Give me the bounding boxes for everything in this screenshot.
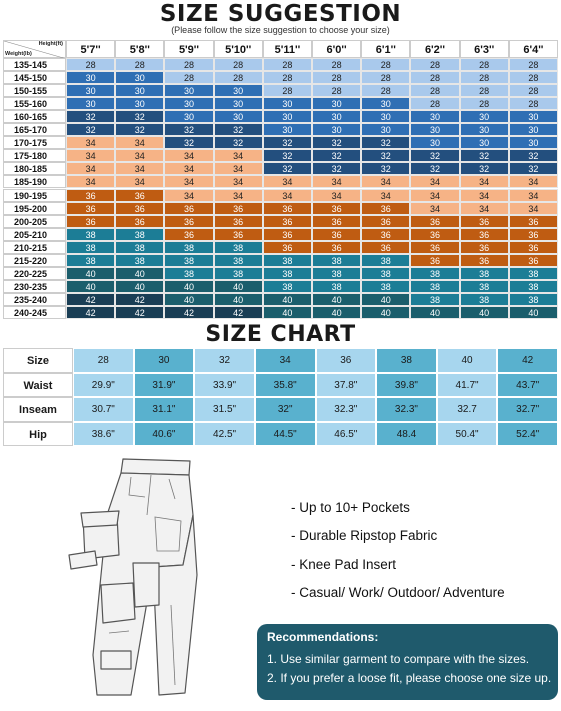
size-cell: 34 xyxy=(410,189,459,202)
size-cell: 34 xyxy=(66,136,115,149)
size-cell: 38 xyxy=(410,280,459,293)
recommendation-item: 2. If you prefer a loose fit, please choose one size up. xyxy=(267,671,552,685)
size-cell: 36 xyxy=(66,215,115,228)
size-cell: 36 xyxy=(509,215,558,228)
size-cell: 36 xyxy=(509,228,558,241)
size-cell: 32 xyxy=(312,149,361,162)
size-cell: 36 xyxy=(312,228,361,241)
weight-axis-label: Weight(lb) xyxy=(5,51,32,57)
weight-row-label: 160-165 xyxy=(3,110,66,123)
size-cell: 38 xyxy=(509,267,558,280)
size-cell: 40 xyxy=(509,306,558,319)
size-cell: 34 xyxy=(361,175,410,188)
chart-cell: 50.4" xyxy=(437,422,498,447)
size-cell: 28 xyxy=(509,84,558,97)
weight-row-label: 165-170 xyxy=(3,123,66,136)
recommendations-title: Recommendations: xyxy=(267,630,379,644)
size-cell: 38 xyxy=(115,254,164,267)
size-cell: 38 xyxy=(214,241,263,254)
size-cell: 36 xyxy=(164,215,213,228)
size-cell: 40 xyxy=(164,280,213,293)
chart-cell: 35.8" xyxy=(255,373,316,398)
size-cell: 40 xyxy=(115,280,164,293)
size-cell: 30 xyxy=(164,84,213,97)
size-cell: 30 xyxy=(115,71,164,84)
size-cell: 36 xyxy=(312,215,361,228)
chart-cell: 28 xyxy=(73,348,134,373)
size-cell: 40 xyxy=(263,306,312,319)
size-cell: 34 xyxy=(214,162,263,175)
chart-cell: 48.4 xyxy=(376,422,437,447)
size-cell: 36 xyxy=(263,215,312,228)
size-cell: 34 xyxy=(164,162,213,175)
size-cell: 36 xyxy=(509,241,558,254)
size-cell: 28 xyxy=(361,84,410,97)
size-cell: 40 xyxy=(263,293,312,306)
size-cell: 28 xyxy=(115,58,164,71)
size-cell: 32 xyxy=(214,136,263,149)
size-cell: 40 xyxy=(214,280,263,293)
chart-cell: 32 xyxy=(194,348,255,373)
weight-row-label: 170-175 xyxy=(3,136,66,149)
chart-cell: 39.8" xyxy=(376,373,437,398)
size-cell: 28 xyxy=(164,58,213,71)
size-cell: 36 xyxy=(460,228,509,241)
size-cell: 34 xyxy=(460,175,509,188)
size-cell: 28 xyxy=(361,71,410,84)
chart-cell: 42 xyxy=(497,348,558,373)
chart-cell: 29.9" xyxy=(73,373,134,398)
size-cell: 30 xyxy=(164,97,213,110)
chart-cell: 32.7 xyxy=(437,397,498,422)
chart-cell: 30 xyxy=(134,348,195,373)
size-cell: 36 xyxy=(410,254,459,267)
size-cell: 28 xyxy=(509,71,558,84)
size-cell: 36 xyxy=(115,215,164,228)
size-cell: 40 xyxy=(361,306,410,319)
size-cell: 36 xyxy=(410,241,459,254)
chart-cell: 46.5" xyxy=(316,422,377,447)
size-chart-title: SIZE CHART xyxy=(205,322,356,347)
size-cell: 38 xyxy=(263,267,312,280)
size-cell: 30 xyxy=(410,123,459,136)
size-cell: 40 xyxy=(214,293,263,306)
weight-row-label: 150-155 xyxy=(3,84,66,97)
size-cell: 28 xyxy=(312,84,361,97)
size-cell: 28 xyxy=(460,84,509,97)
feature-pockets: - Up to 10+ Pockets xyxy=(291,500,410,515)
size-cell: 36 xyxy=(214,228,263,241)
size-cell: 30 xyxy=(312,123,361,136)
size-cell: 42 xyxy=(164,306,213,319)
size-cell: 30 xyxy=(361,110,410,123)
size-suggestion-title: SIZE SUGGESTION xyxy=(159,1,402,27)
height-header: 5'11'' xyxy=(263,40,312,58)
size-cell: 38 xyxy=(263,280,312,293)
size-cell: 30 xyxy=(410,110,459,123)
chart-cell: 32.3" xyxy=(376,397,437,422)
size-cell: 36 xyxy=(164,228,213,241)
size-cell: 30 xyxy=(214,97,263,110)
size-cell: 36 xyxy=(410,215,459,228)
weight-row-label: 210-215 xyxy=(3,241,66,254)
size-cell: 38 xyxy=(164,267,213,280)
height-header: 5'10'' xyxy=(214,40,263,58)
size-cell: 38 xyxy=(164,254,213,267)
size-cell: 32 xyxy=(509,162,558,175)
weight-row-label: 180-185 xyxy=(3,162,66,175)
height-header: 6'0'' xyxy=(312,40,361,58)
weight-row-label: 220-225 xyxy=(3,267,66,280)
size-cell: 28 xyxy=(460,58,509,71)
size-cell: 32 xyxy=(263,149,312,162)
chart-row-label: Size xyxy=(3,348,73,373)
size-cell: 34 xyxy=(214,189,263,202)
size-cell: 36 xyxy=(361,215,410,228)
size-cell: 34 xyxy=(66,162,115,175)
chart-cell: 44.5" xyxy=(255,422,316,447)
size-cell: 32 xyxy=(361,136,410,149)
weight-row-label: 240-245 xyxy=(3,306,66,319)
size-cell: 40 xyxy=(410,306,459,319)
size-cell: 38 xyxy=(164,241,213,254)
size-cell: 32 xyxy=(312,162,361,175)
size-cell: 34 xyxy=(460,189,509,202)
size-cell: 30 xyxy=(66,97,115,110)
size-chart-table xyxy=(3,348,558,446)
size-cell: 28 xyxy=(312,58,361,71)
weight-row-label: 175-180 xyxy=(3,149,66,162)
size-cell: 32 xyxy=(361,149,410,162)
size-cell: 40 xyxy=(115,267,164,280)
size-cell: 30 xyxy=(115,84,164,97)
size-cell: 28 xyxy=(410,84,459,97)
size-cell: 28 xyxy=(460,71,509,84)
size-cell: 30 xyxy=(361,123,410,136)
recommendations-box xyxy=(257,624,558,700)
weight-row-label: 155-160 xyxy=(3,97,66,110)
size-cell: 36 xyxy=(460,215,509,228)
size-cell: 38 xyxy=(66,241,115,254)
height-header: 6'3'' xyxy=(460,40,509,58)
weight-row-label: 195-200 xyxy=(3,202,66,215)
chart-cell: 30.7" xyxy=(73,397,134,422)
size-cell: 28 xyxy=(361,58,410,71)
weight-row-label: 215-220 xyxy=(3,254,66,267)
weight-row-label: 200-205 xyxy=(3,215,66,228)
size-cell: 30 xyxy=(214,84,263,97)
size-cell: 38 xyxy=(115,228,164,241)
size-cell: 32 xyxy=(66,123,115,136)
size-cell: 38 xyxy=(312,254,361,267)
size-cell: 34 xyxy=(164,189,213,202)
chart-cell: 40.6" xyxy=(134,422,195,447)
size-cell: 36 xyxy=(115,189,164,202)
size-cell: 34 xyxy=(115,136,164,149)
size-cell: 36 xyxy=(66,202,115,215)
size-cell: 34 xyxy=(410,175,459,188)
size-cell: 36 xyxy=(361,202,410,215)
chart-cell: 32" xyxy=(255,397,316,422)
size-cell: 38 xyxy=(460,267,509,280)
size-cell: 30 xyxy=(263,97,312,110)
size-cell: 32 xyxy=(115,110,164,123)
size-cell: 30 xyxy=(263,110,312,123)
size-cell: 30 xyxy=(460,123,509,136)
size-cell: 32 xyxy=(263,136,312,149)
size-cell: 34 xyxy=(509,202,558,215)
size-cell: 36 xyxy=(312,202,361,215)
height-header: 5'9'' xyxy=(164,40,213,58)
chart-cell: 32.3" xyxy=(316,397,377,422)
size-cell: 40 xyxy=(66,280,115,293)
size-cell: 30 xyxy=(460,110,509,123)
chart-cell: 52.4" xyxy=(497,422,558,447)
size-cell: 34 xyxy=(410,202,459,215)
chart-cell: 41.7" xyxy=(437,373,498,398)
chart-cell: 32.7" xyxy=(497,397,558,422)
size-cell: 34 xyxy=(115,149,164,162)
size-cell: 28 xyxy=(312,71,361,84)
size-cell: 30 xyxy=(66,84,115,97)
size-cell: 38 xyxy=(214,267,263,280)
size-cell: 36 xyxy=(410,228,459,241)
size-cell: 42 xyxy=(115,293,164,306)
size-cell: 36 xyxy=(509,254,558,267)
size-cell: 38 xyxy=(312,267,361,280)
size-cell: 28 xyxy=(410,97,459,110)
size-cell: 42 xyxy=(115,306,164,319)
size-cell: 40 xyxy=(460,306,509,319)
chart-cell: 34 xyxy=(255,348,316,373)
size-cell: 28 xyxy=(509,58,558,71)
size-cell: 38 xyxy=(66,254,115,267)
size-cell: 34 xyxy=(164,149,213,162)
chart-cell: 38.6" xyxy=(73,422,134,447)
size-cell: 30 xyxy=(460,136,509,149)
chart-cell: 38 xyxy=(376,348,437,373)
size-cell: 28 xyxy=(410,71,459,84)
size-cell: 32 xyxy=(263,162,312,175)
size-cell: 30 xyxy=(509,136,558,149)
size-cell: 36 xyxy=(263,228,312,241)
size-cell: 38 xyxy=(115,241,164,254)
size-cell: 38 xyxy=(460,280,509,293)
size-cell: 34 xyxy=(312,175,361,188)
size-cell: 30 xyxy=(115,97,164,110)
weight-row-label: 145-150 xyxy=(3,71,66,84)
size-cell: 36 xyxy=(214,215,263,228)
size-cell: 36 xyxy=(263,241,312,254)
size-cell: 30 xyxy=(509,110,558,123)
size-cell: 34 xyxy=(509,189,558,202)
size-cell: 36 xyxy=(361,228,410,241)
size-cell: 28 xyxy=(263,84,312,97)
size-cell: 38 xyxy=(312,280,361,293)
size-cell: 36 xyxy=(460,254,509,267)
size-cell: 40 xyxy=(312,306,361,319)
size-cell: 28 xyxy=(214,71,263,84)
size-cell: 30 xyxy=(312,110,361,123)
size-suggestion-subtitle: (Please follow the size suggestion to choose your size) xyxy=(171,25,390,35)
size-cell: 36 xyxy=(164,202,213,215)
size-cell: 28 xyxy=(214,58,263,71)
weight-row-label: 205-210 xyxy=(3,228,66,241)
size-cell: 32 xyxy=(410,162,459,175)
recommendation-item: 1. Use similar garment to compare with the sizes. xyxy=(267,652,530,666)
size-cell: 34 xyxy=(312,189,361,202)
size-cell: 28 xyxy=(263,58,312,71)
height-header: 6'4'' xyxy=(509,40,558,58)
size-cell: 38 xyxy=(509,293,558,306)
chart-cell: 31.9" xyxy=(134,373,195,398)
size-cell: 38 xyxy=(214,254,263,267)
feature-knee-pad: - Knee Pad Insert xyxy=(291,557,397,572)
height-axis-label: Height(ft) xyxy=(38,41,63,47)
size-cell: 42 xyxy=(214,306,263,319)
chart-cell: 42.5" xyxy=(194,422,255,447)
chart-cell: 36 xyxy=(316,348,377,373)
height-header: 6'1'' xyxy=(361,40,410,58)
weight-row-label: 135-145 xyxy=(3,58,66,71)
cargo-pants-image xyxy=(35,455,210,705)
size-cell: 38 xyxy=(66,228,115,241)
chart-row-label: Waist xyxy=(3,373,73,398)
size-cell: 30 xyxy=(312,97,361,110)
size-cell: 40 xyxy=(312,293,361,306)
weight-row-label: 235-240 xyxy=(3,293,66,306)
size-cell: 28 xyxy=(263,71,312,84)
size-cell: 30 xyxy=(410,136,459,149)
size-cell: 32 xyxy=(361,162,410,175)
size-cell: 42 xyxy=(66,293,115,306)
height-header: 6'2'' xyxy=(410,40,459,58)
size-cell: 38 xyxy=(410,293,459,306)
size-cell: 36 xyxy=(66,189,115,202)
height-header: 5'8'' xyxy=(115,40,164,58)
size-cell: 32 xyxy=(115,123,164,136)
size-cell: 34 xyxy=(164,175,213,188)
size-cell: 32 xyxy=(214,123,263,136)
grid-corner-header xyxy=(3,40,66,58)
size-cell: 34 xyxy=(115,175,164,188)
feature-usage: - Casual/ Work/ Outdoor/ Adventure xyxy=(291,585,505,600)
size-cell: 28 xyxy=(460,97,509,110)
size-cell: 32 xyxy=(164,136,213,149)
size-cell: 28 xyxy=(410,58,459,71)
chart-cell: 40 xyxy=(437,348,498,373)
size-cell: 34 xyxy=(66,175,115,188)
size-cell: 32 xyxy=(410,149,459,162)
height-header: 5'7'' xyxy=(66,40,115,58)
size-cell: 34 xyxy=(263,175,312,188)
size-cell: 30 xyxy=(361,97,410,110)
weight-row-label: 230-235 xyxy=(3,280,66,293)
chart-row-label: Hip xyxy=(3,422,73,447)
size-cell: 30 xyxy=(263,123,312,136)
size-cell: 34 xyxy=(115,162,164,175)
size-cell: 32 xyxy=(460,149,509,162)
chart-cell: 37.8" xyxy=(316,373,377,398)
size-cell: 28 xyxy=(164,71,213,84)
size-cell: 30 xyxy=(509,123,558,136)
size-cell: 36 xyxy=(312,241,361,254)
size-cell: 32 xyxy=(460,162,509,175)
chart-cell: 33.9" xyxy=(194,373,255,398)
size-cell: 32 xyxy=(509,149,558,162)
size-cell: 34 xyxy=(66,149,115,162)
size-cell: 36 xyxy=(263,202,312,215)
chart-cell: 31.5" xyxy=(194,397,255,422)
size-cell: 42 xyxy=(66,306,115,319)
size-cell: 28 xyxy=(66,58,115,71)
size-cell: 30 xyxy=(66,71,115,84)
size-cell: 38 xyxy=(460,293,509,306)
size-cell: 38 xyxy=(263,254,312,267)
size-cell: 40 xyxy=(164,293,213,306)
size-cell: 32 xyxy=(66,110,115,123)
size-cell: 38 xyxy=(361,254,410,267)
size-cell: 34 xyxy=(214,175,263,188)
chart-row-label: Inseam xyxy=(3,397,73,422)
size-cell: 34 xyxy=(214,149,263,162)
feature-ripstop: - Durable Ripstop Fabric xyxy=(291,528,438,543)
size-cell: 34 xyxy=(263,189,312,202)
size-cell: 36 xyxy=(361,241,410,254)
size-cell: 32 xyxy=(164,123,213,136)
size-cell: 32 xyxy=(312,136,361,149)
size-cell: 34 xyxy=(509,175,558,188)
size-cell: 34 xyxy=(460,202,509,215)
size-cell: 36 xyxy=(214,202,263,215)
size-cell: 40 xyxy=(66,267,115,280)
size-cell: 36 xyxy=(460,241,509,254)
size-cell: 38 xyxy=(361,267,410,280)
size-cell: 34 xyxy=(361,189,410,202)
chart-cell: 31.1" xyxy=(134,397,195,422)
size-cell: 38 xyxy=(410,267,459,280)
size-suggestion-grid xyxy=(3,40,558,319)
size-cell: 38 xyxy=(509,280,558,293)
size-cell: 36 xyxy=(115,202,164,215)
size-cell: 38 xyxy=(361,280,410,293)
size-cell: 40 xyxy=(361,293,410,306)
size-cell: 28 xyxy=(509,97,558,110)
size-cell: 30 xyxy=(214,110,263,123)
size-cell: 30 xyxy=(164,110,213,123)
weight-row-label: 185-190 xyxy=(3,175,66,188)
weight-row-label: 190-195 xyxy=(3,189,66,202)
chart-cell: 43.7" xyxy=(497,373,558,398)
